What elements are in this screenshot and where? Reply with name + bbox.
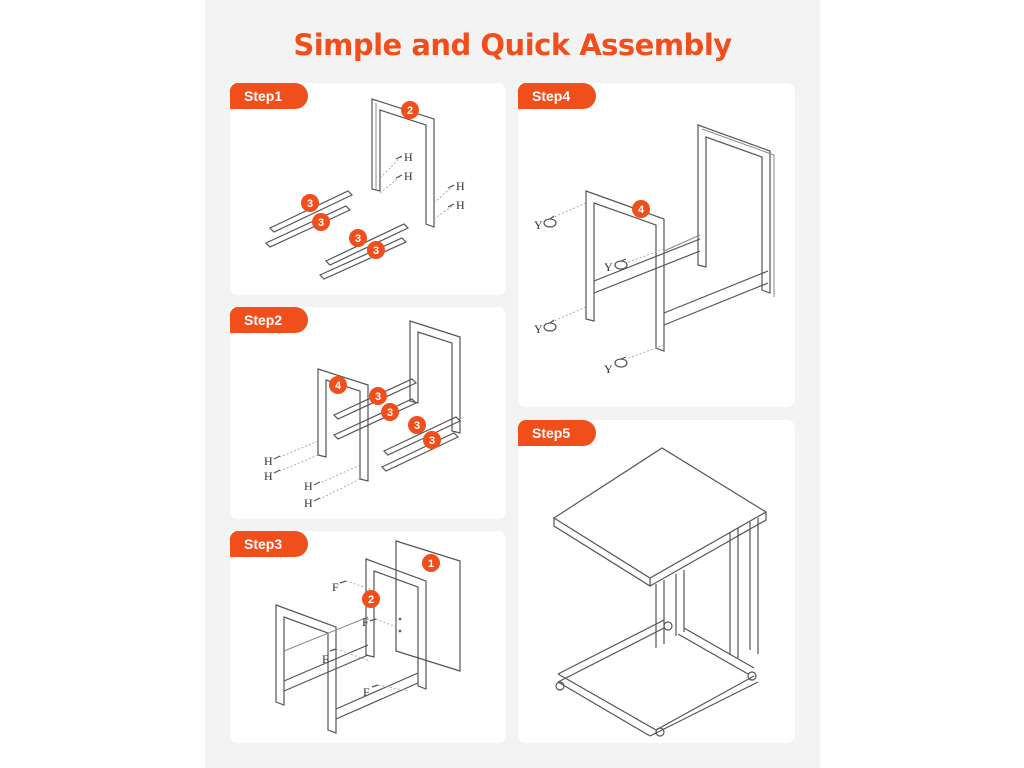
step3-tag: Step3 bbox=[230, 531, 308, 557]
part-badge-3 bbox=[312, 213, 330, 231]
svg-text:4: 4 bbox=[334, 380, 342, 392]
part-badge-3 bbox=[408, 416, 426, 434]
part-badge-3 bbox=[301, 194, 319, 212]
step1-diagram bbox=[230, 83, 506, 295]
caster-y-label: Y bbox=[604, 362, 613, 376]
svg-text:3: 3 bbox=[428, 435, 436, 447]
caster bbox=[748, 672, 756, 680]
svg-text:3: 3 bbox=[372, 245, 380, 257]
step4-diagram bbox=[518, 83, 795, 407]
page-title: Simple and Quick Assembly bbox=[293, 28, 732, 62]
bar-3b bbox=[266, 206, 350, 247]
caster bbox=[664, 622, 672, 630]
svg-text:3: 3 bbox=[413, 420, 421, 432]
screw-h-label: H bbox=[404, 169, 413, 183]
screw-h-label: H bbox=[304, 479, 313, 493]
svg-text:3: 3 bbox=[354, 233, 362, 245]
svg-text:2: 2 bbox=[367, 594, 375, 606]
screw-f-label: F bbox=[322, 652, 329, 666]
part-badge-3 bbox=[423, 431, 441, 449]
step3-diagram bbox=[230, 531, 506, 743]
step2-diagram bbox=[230, 307, 506, 519]
screw-h-label: H bbox=[264, 469, 273, 483]
caster-y bbox=[615, 259, 627, 269]
step1-panel bbox=[230, 83, 506, 295]
part-badge-3 bbox=[367, 241, 385, 259]
svg-text:1: 1 bbox=[427, 558, 435, 570]
caster-y-label: Y bbox=[534, 322, 543, 336]
part-badge-4 bbox=[329, 376, 347, 394]
screw-f-label: F bbox=[363, 685, 370, 699]
screw-h-label: H bbox=[264, 454, 273, 468]
caster-y bbox=[544, 216, 556, 227]
screw-h-label: H bbox=[456, 198, 465, 212]
part-badge-3 bbox=[349, 229, 367, 247]
part-badge-2 bbox=[362, 590, 380, 608]
step2-tag: Step2 bbox=[230, 307, 308, 333]
assembly-sheet bbox=[205, 0, 820, 768]
step5-tag: Step5 bbox=[518, 420, 596, 446]
screw-f-label: F bbox=[332, 580, 339, 594]
step3-panel bbox=[230, 531, 506, 743]
svg-text:3: 3 bbox=[306, 198, 314, 210]
step5-panel bbox=[518, 420, 795, 743]
part-badge-4 bbox=[632, 200, 650, 218]
caster-y-label: Y bbox=[604, 260, 613, 274]
svg-text:3: 3 bbox=[386, 407, 394, 419]
step2-panel bbox=[230, 307, 506, 519]
svg-text:3: 3 bbox=[374, 391, 382, 403]
bar-3c bbox=[326, 224, 408, 265]
screw-h-label: H bbox=[404, 150, 413, 164]
step5-diagram bbox=[518, 420, 795, 743]
screw-h-label: H bbox=[456, 179, 465, 193]
step4-tag: Step4 bbox=[518, 83, 596, 109]
caster-y bbox=[544, 320, 556, 331]
svg-text:2: 2 bbox=[406, 105, 414, 117]
part-badge-3 bbox=[381, 403, 399, 421]
caster-y-label: Y bbox=[534, 218, 543, 232]
step1-tag: Step1 bbox=[230, 83, 308, 109]
caster-y bbox=[615, 357, 627, 367]
step4-panel bbox=[518, 83, 795, 407]
svg-text:3: 3 bbox=[317, 217, 325, 229]
svg-text:4: 4 bbox=[637, 204, 645, 216]
part-badge-1 bbox=[422, 554, 440, 572]
screw-h-label: H bbox=[304, 496, 313, 510]
part-badge-3 bbox=[369, 387, 387, 405]
part-badge-2 bbox=[401, 101, 419, 119]
screw-f-label: F bbox=[362, 615, 369, 629]
